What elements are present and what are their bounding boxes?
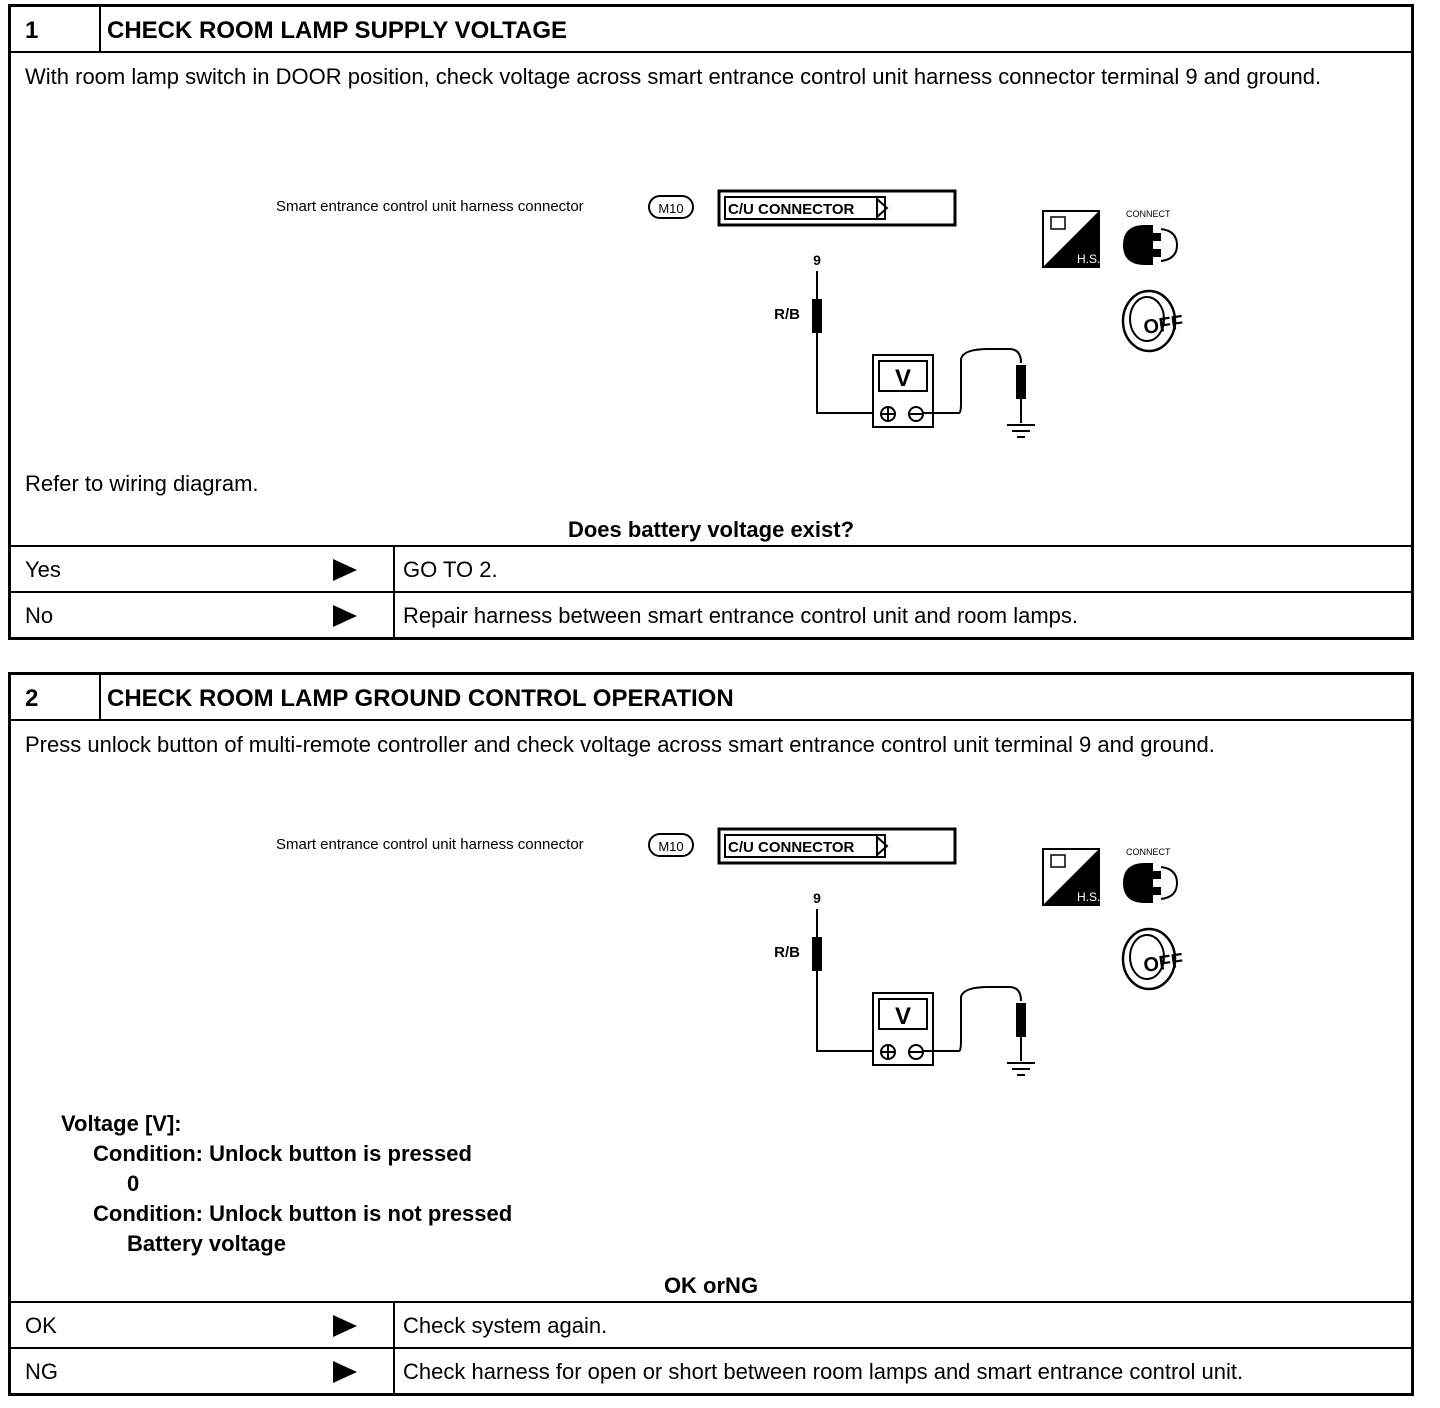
result-label: Yes xyxy=(25,557,61,582)
connector-box-label: C/U CONNECTOR xyxy=(728,839,855,856)
voltmeter-icon xyxy=(873,355,933,427)
ignition-key-off-icon xyxy=(1123,929,1185,989)
step-header xyxy=(11,675,1411,721)
ground-icon xyxy=(1007,425,1035,437)
result-row xyxy=(11,1303,1411,1347)
result-row xyxy=(11,1347,1411,1393)
result-divider xyxy=(393,1349,395,1393)
harness-side-icon xyxy=(1043,211,1100,267)
connector-code: M10 xyxy=(658,839,684,854)
key-off-label: OFF xyxy=(1142,949,1185,977)
connector-label: Smart entrance control unit harness connector xyxy=(276,836,584,853)
terminal-number: 9 xyxy=(813,252,821,268)
ignition-key-off-icon xyxy=(1123,291,1185,351)
connect-label: CONNECT xyxy=(1126,209,1171,219)
refer-wiring-text: Refer to wiring diagram. xyxy=(25,471,259,496)
terminal-number: 9 xyxy=(813,890,821,906)
result-divider xyxy=(393,1303,395,1347)
result-action: Check harness for open or short between room lamps and smart entrance control unit. xyxy=(403,1359,1244,1384)
spec-condition: Condition: Unlock button is not pressed xyxy=(93,1201,513,1226)
arrow-right-icon xyxy=(333,1315,357,1337)
ground-wire xyxy=(923,987,1021,1051)
spec-value: Battery voltage xyxy=(127,1231,286,1256)
step-number-cell xyxy=(11,7,101,51)
step-instruction: With room lamp switch in DOOR position, check voltage across smart entrance control unit harness connector terminal 9 and ground. xyxy=(25,64,1322,89)
positive-probe-icon xyxy=(812,909,822,971)
voltmeter-symbol: V xyxy=(894,365,912,392)
probe-wire xyxy=(817,333,877,413)
harness-side-icon xyxy=(1043,849,1100,905)
voltage-spec xyxy=(61,1109,512,1259)
spec-heading: Voltage [V]: xyxy=(61,1111,182,1136)
step-header xyxy=(11,7,1411,53)
arrow-right-icon xyxy=(333,605,357,627)
results-table xyxy=(11,545,1411,637)
step-number-cell xyxy=(11,675,101,719)
result-label: No xyxy=(25,603,54,628)
step-question: Does battery voltage exist? xyxy=(567,517,855,542)
harness-side-label: H.S. xyxy=(1077,252,1101,266)
voltage-check-diagram xyxy=(11,173,1411,453)
voltmeter-icon xyxy=(873,993,933,1065)
arrow-right-icon xyxy=(333,559,357,581)
result-label: NG xyxy=(25,1359,58,1384)
connector-label: Smart entrance control unit harness connector xyxy=(276,198,584,215)
spec-condition: Condition: Unlock button is pressed xyxy=(93,1141,472,1166)
step-title: CHECK ROOM LAMP GROUND CONTROL OPERATION xyxy=(107,685,734,712)
wire-color: R/B xyxy=(774,306,800,323)
result-row xyxy=(11,591,1411,637)
connector-code: M10 xyxy=(658,201,684,216)
results-table xyxy=(11,1301,1411,1393)
result-divider xyxy=(393,593,395,637)
step-2-panel xyxy=(8,672,1414,1396)
probe-wire xyxy=(817,971,877,1051)
harness-side-label: H.S. xyxy=(1077,890,1101,904)
result-action: Repair harness between smart entrance control unit and room lamps. xyxy=(403,603,1079,628)
step-question: OK orNG xyxy=(663,1273,759,1298)
ground-wire xyxy=(923,349,1021,413)
step-instruction: Press unlock button of multi-remote controller and check voltage across smart entrance control unit terminal 9 and ground. xyxy=(25,732,1215,757)
result-label: OK xyxy=(25,1313,57,1338)
connect-icon xyxy=(1123,863,1177,903)
positive-probe-icon xyxy=(812,271,822,333)
result-action: GO TO 2. xyxy=(403,557,498,582)
step-title: CHECK ROOM LAMP SUPPLY VOLTAGE xyxy=(107,17,568,44)
step-1-panel xyxy=(8,4,1414,640)
ground-icon xyxy=(1007,1063,1035,1075)
connect-icon xyxy=(1123,225,1177,265)
arrow-right-icon xyxy=(333,1361,357,1383)
result-action: Check system again. xyxy=(403,1313,608,1338)
wire-color: R/B xyxy=(774,944,800,961)
step-number: 1 xyxy=(25,17,39,44)
negative-probe-icon xyxy=(1016,1003,1026,1061)
connector-box-label: C/U CONNECTOR xyxy=(728,201,855,218)
step-number: 2 xyxy=(25,685,39,712)
voltage-check-diagram xyxy=(11,811,1411,1091)
result-divider xyxy=(393,547,395,591)
negative-probe-icon xyxy=(1016,365,1026,423)
spec-value: 0 xyxy=(127,1171,140,1196)
voltmeter-symbol: V xyxy=(894,1003,912,1030)
key-off-label: OFF xyxy=(1142,311,1185,339)
connect-label: CONNECT xyxy=(1126,847,1171,857)
result-row xyxy=(11,547,1411,591)
